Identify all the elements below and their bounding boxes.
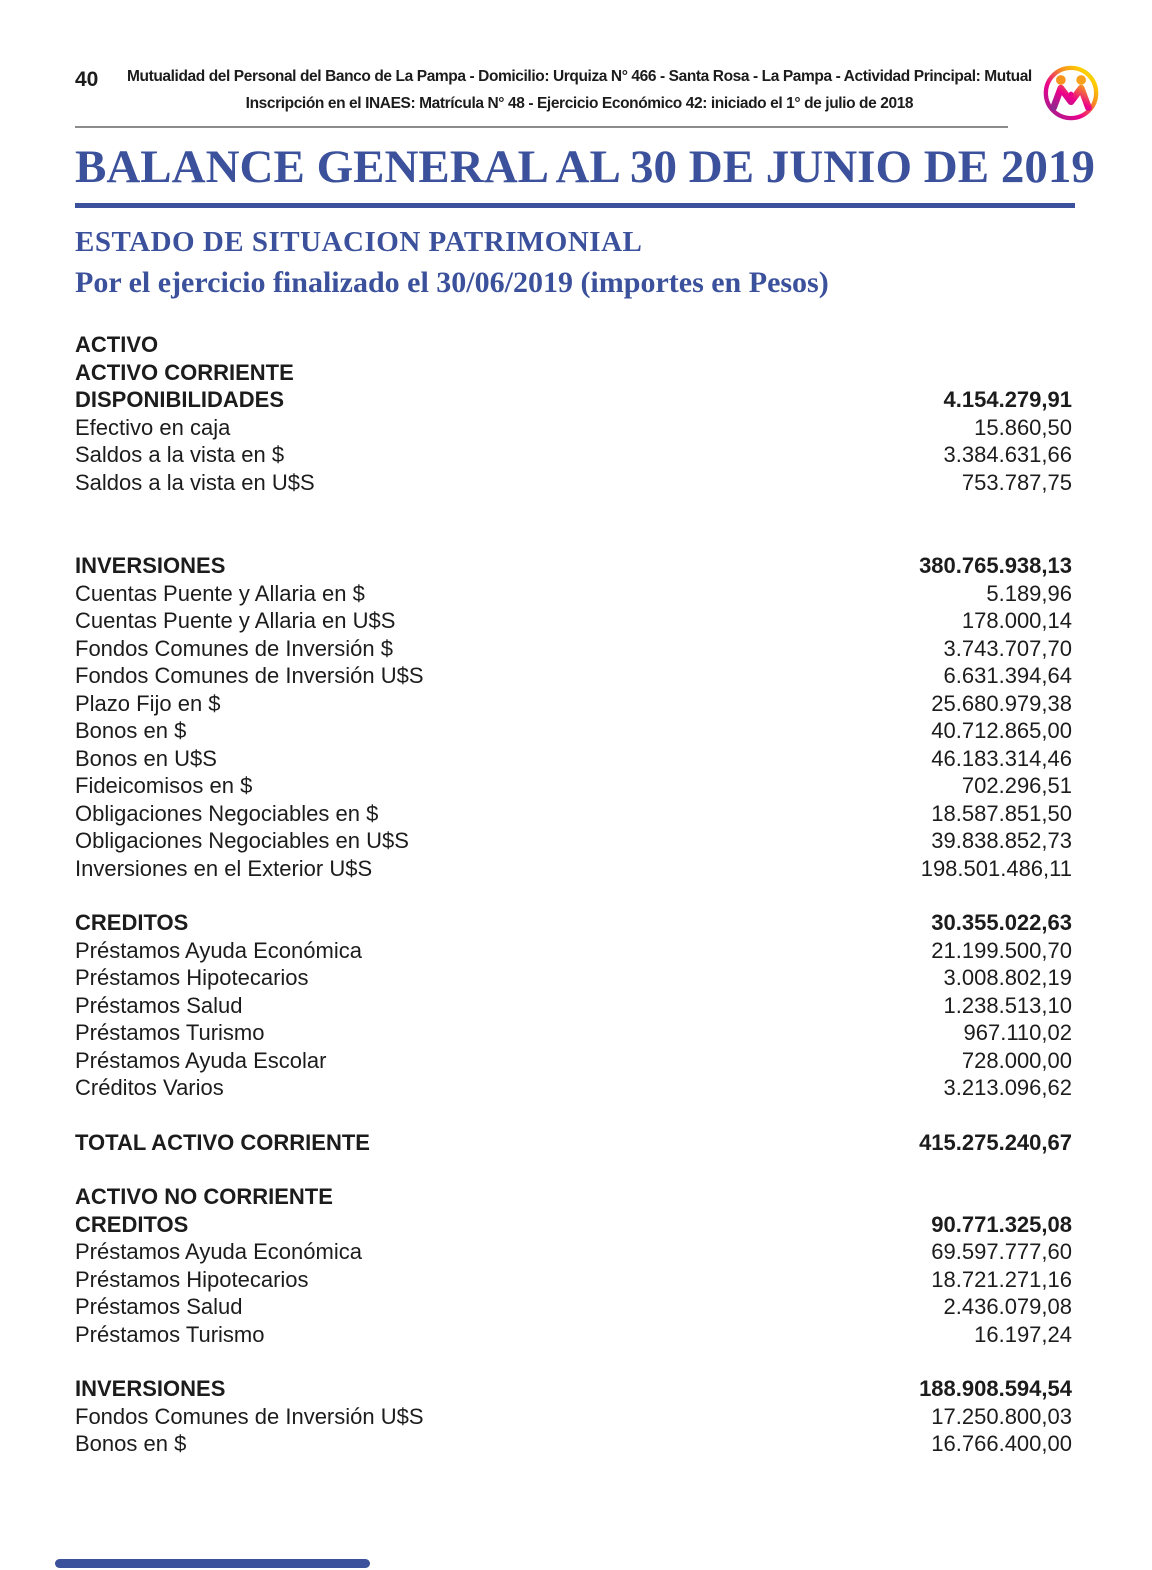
line-item-row [75, 745, 1072, 773]
title-underline [75, 203, 1075, 208]
line-item-value: 39.838.852,73 [931, 828, 1072, 853]
header-text [127, 60, 1032, 117]
page-header [75, 60, 1090, 122]
line-item-label: ACTIVO CORRIENTE [75, 359, 294, 385]
line-item-label: Préstamos Salud [75, 1294, 243, 1319]
line-item-row [75, 607, 1072, 635]
line-item-label: Saldos a la vista en $ [75, 442, 285, 467]
line-item-row [75, 1019, 1072, 1047]
line-item-label: CREDITOS [75, 910, 189, 935]
line-item-label: TOTAL ACTIVO CORRIENTE [75, 1129, 370, 1155]
line-item-value: 17.250.800,03 [931, 1403, 1072, 1429]
section-heading-row [75, 331, 1072, 359]
section-heading-row [75, 1129, 1072, 1157]
line-item-row [75, 1403, 1072, 1431]
line-item-value: 753.787,75 [961, 469, 1072, 495]
line-item-label: Préstamos Turismo [75, 1321, 265, 1347]
line-item-label: Créditos Varios [75, 1075, 224, 1100]
page-number: 40 [75, 68, 99, 91]
line-item-row [75, 964, 1072, 992]
line-item-row [75, 635, 1072, 663]
section-heading-row [75, 552, 1072, 580]
line-item-value: 3.384.631,66 [943, 442, 1072, 467]
line-item-row [75, 855, 1072, 883]
line-item-value: 69.597.777,60 [931, 1239, 1072, 1264]
line-item-row [75, 1293, 1072, 1321]
line-item-row [75, 414, 1072, 442]
line-item-row [75, 580, 1072, 608]
line-item-label: Cuentas Puente y Allaria en U$S [75, 608, 396, 633]
line-item-label: Cuentas Puente y Allaria en $ [75, 580, 365, 606]
line-item-value: 728.000,00 [961, 1047, 1072, 1073]
line-item-row [75, 662, 1072, 690]
line-item-row [75, 1047, 1072, 1075]
line-item-row [75, 441, 1072, 469]
line-item-label: Obligaciones Negociables en U$S [75, 828, 409, 853]
section-heading-row [75, 1375, 1072, 1403]
line-item-label: ACTIVO NO CORRIENTE [75, 1184, 333, 1209]
line-item-label: Préstamos Ayuda Escolar [75, 1047, 327, 1073]
section-activo-corriente-disponibilidades [75, 331, 1072, 496]
line-item-label: Préstamos Ayuda Económica [75, 937, 362, 963]
line-item-value: 21.199.500,70 [931, 937, 1072, 963]
line-item-value: 90.771.325,08 [931, 1211, 1072, 1237]
line-item-row [75, 1074, 1072, 1102]
line-item-value: 3.743.707,70 [943, 635, 1072, 661]
section-total-activo-corriente [75, 1129, 1072, 1157]
line-item-label: Préstamos Ayuda Económica [75, 1239, 362, 1264]
line-item-value: 415.275.240,67 [919, 1129, 1072, 1155]
section-heading-row [75, 1183, 1072, 1211]
line-item-label: Obligaciones Negociables en $ [75, 800, 379, 826]
header-line-1: Mutualidad del Personal del Banco de La Pampa - Domicilio: Urquiza N° 466 - Santa Rosa - La Pampa - Actividad Principal: Mutual [127, 68, 1032, 85]
line-item-value: 380.765.938,13 [919, 553, 1072, 578]
line-item-value: 15.860,50 [974, 414, 1072, 440]
line-item-value: 3.213.096,62 [943, 1075, 1072, 1100]
section-inversiones-no-corrientes [75, 1375, 1072, 1458]
line-item-row [75, 992, 1072, 1020]
statement-heading: ESTADO DE SITUACION PATRIMONIAL [75, 226, 643, 258]
line-item-value: 40.712.865,00 [931, 718, 1072, 743]
line-item-label: Préstamos Hipotecarios [75, 1266, 309, 1292]
section-activo-no-corriente-creditos [75, 1183, 1072, 1348]
line-item-label: Bonos en $ [75, 718, 187, 743]
line-item-value: 2.436.079,08 [943, 1294, 1072, 1319]
line-item-row [75, 937, 1072, 965]
line-item-label: Bonos en U$S [75, 745, 217, 771]
line-item-row [75, 800, 1072, 828]
line-item-label: Fondos Comunes de Inversión $ [75, 635, 393, 661]
page-title: BALANCE GENERAL AL 30 DE JUNIO DE 2019 [75, 141, 1095, 193]
header-line-2: Inscripción en el INAES: Matrícula N° 48 - Ejercicio Económico 42: iniciado el 1° de julio de 2018 [245, 95, 914, 112]
section-inversiones-corrientes [75, 552, 1072, 882]
line-item-value: 46.183.314,46 [931, 745, 1072, 771]
line-item-value: 178.000,14 [961, 608, 1072, 633]
line-item-label: Fondos Comunes de Inversión U$S [75, 663, 424, 688]
line-item-row [75, 469, 1072, 497]
section-creditos-corrientes [75, 909, 1072, 1102]
line-item-label: INVERSIONES [75, 1376, 226, 1401]
section-heading-row [75, 386, 1072, 414]
footer-accent-bar [55, 1559, 370, 1568]
line-item-value: 3.008.802,19 [943, 965, 1072, 990]
line-item-label: CREDITOS [75, 1211, 189, 1237]
line-item-label: Plazo Fijo en $ [75, 690, 221, 716]
line-item-row [75, 1266, 1072, 1294]
line-item-value: 18.721.271,16 [931, 1266, 1072, 1292]
line-item-row [75, 827, 1072, 855]
line-item-row [75, 1321, 1072, 1349]
header-divider [75, 126, 1008, 128]
statement-subheading: Por el ejercicio finalizado el 30/06/2019 (importes en Pesos) [75, 266, 829, 299]
line-item-label: Préstamos Turismo [75, 1020, 265, 1045]
line-item-value: 702.296,51 [961, 773, 1072, 798]
line-item-label: Efectivo en caja [75, 414, 231, 440]
line-item-label: Saldos a la vista en U$S [75, 469, 315, 495]
line-item-label: DISPONIBILIDADES [75, 387, 285, 412]
line-item-row [75, 1238, 1072, 1266]
line-item-value: 6.631.394,64 [943, 663, 1072, 688]
line-item-row [75, 717, 1072, 745]
line-item-label: Préstamos Salud [75, 992, 243, 1018]
line-item-label: Préstamos Hipotecarios [75, 965, 309, 990]
line-item-row [75, 772, 1072, 800]
section-heading-row [75, 359, 1072, 387]
line-item-value: 967.110,02 [963, 1020, 1072, 1045]
line-item-value: 25.680.979,38 [931, 690, 1072, 716]
line-item-label: INVERSIONES [75, 553, 226, 578]
line-item-label: Fideicomisos en $ [75, 773, 253, 798]
line-item-value: 30.355.022,63 [931, 910, 1072, 935]
line-item-value: 5.189,96 [986, 580, 1072, 606]
line-item-row [75, 1430, 1072, 1458]
line-item-label: Fondos Comunes de Inversión U$S [75, 1403, 424, 1429]
line-item-value: 16.766.400,00 [931, 1431, 1072, 1456]
line-item-label: ACTIVO [75, 332, 159, 357]
section-heading-row [75, 909, 1072, 937]
line-item-value: 1.238.513,10 [943, 992, 1072, 1018]
section-heading-row [75, 1211, 1072, 1239]
line-item-row [75, 690, 1072, 718]
mutual-logo-icon [1042, 64, 1100, 122]
line-item-value: 4.154.279,91 [943, 387, 1072, 412]
line-item-value: 16.197,24 [974, 1321, 1072, 1347]
line-item-value: 188.908.594,54 [919, 1376, 1072, 1401]
line-item-value: 198.501.486,11 [920, 855, 1072, 881]
line-item-label: Bonos en $ [75, 1431, 187, 1456]
line-item-label: Inversiones en el Exterior U$S [75, 855, 373, 881]
line-item-value: 18.587.851,50 [931, 800, 1072, 826]
statement-body [75, 331, 1072, 1458]
